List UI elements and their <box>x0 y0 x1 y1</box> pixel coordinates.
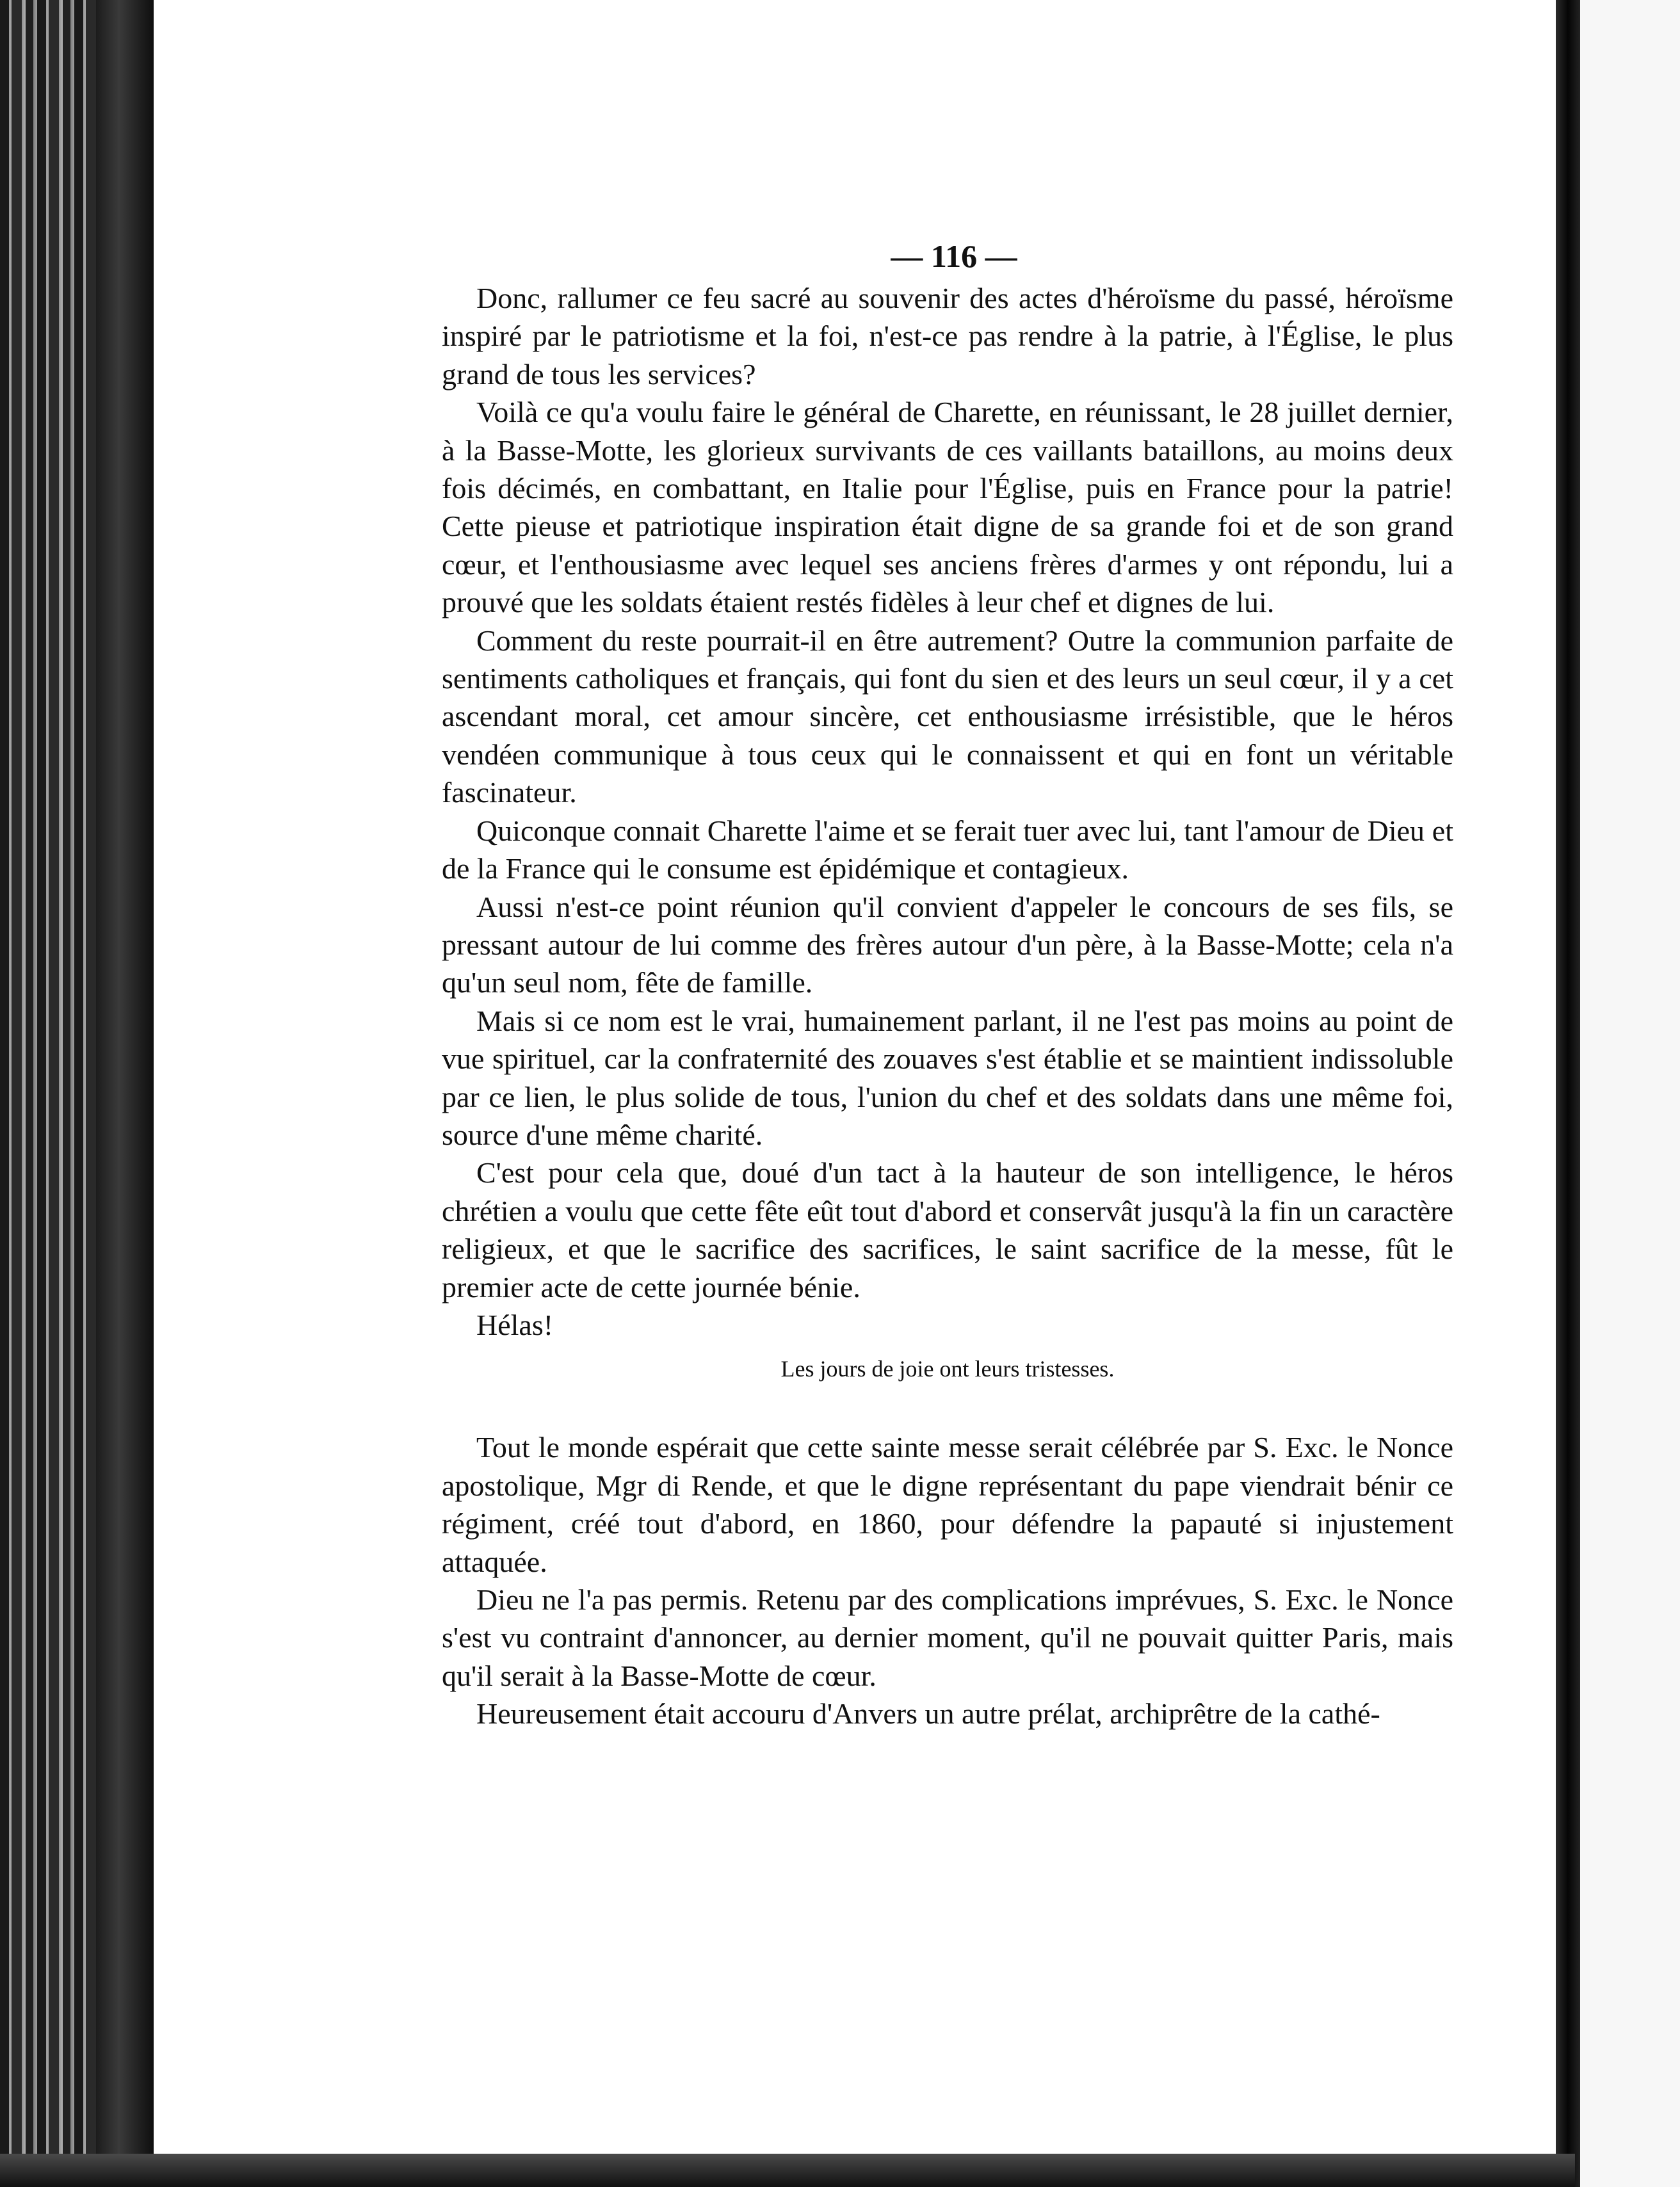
binding-shadow <box>96 0 154 2187</box>
page-number: — 116 — <box>891 238 1017 274</box>
epigraph: Les jours de joie ont leurs tristesses. <box>780 1356 1115 1382</box>
paragraph: Voilà ce qu'a voulu faire le général de Charette, en réunissant, le 28 juillet dernier, à la Basse-Motte, les glorieux survivants de ces vaillants bataillons, au moins deux fois décimés, en combattant, en Italie pour l'Église, puis en France pour la patrie! Cette pieuse et patriotique inspiration était digne de sa grande foi et de son grand cœur, et l'enthousiasme avec lequel ses anciens frères d'armes y ont répondu, lui a prouvé que les soldats étaient restés fidèles à leur chef et dignes de lui. <box>442 396 1453 619</box>
bottom-edge-shadow <box>0 2154 1575 2187</box>
paragraph: Comment du reste pourrait-il en être autrement? Outre la communion parfaite de sentiments catholiques et français, qui font du sien et des leurs un seul cœur, il y a cet ascendant moral, cet amour sincère, cet enthousiasme irrésistible, que le héros vendéen communique à tous ceux qui le connaissent et qui en font un véritable fascinateur. <box>442 624 1453 809</box>
paragraph: Heureusement était accouru d'Anvers un autre prélat, archiprêtre de la cathé- <box>476 1697 1380 1731</box>
paragraph: Hélas! <box>476 1308 554 1341</box>
paragraph: Donc, rallumer ce feu sacré au souvenir des actes d'héroïsme du passé, héroïsme inspiré par le patriotisme et la foi, n'est-ce pas rendre à la patrie, à l'Église, le plus grand de tous les services? <box>442 282 1453 391</box>
adjacent-page-sliver <box>1580 0 1680 2187</box>
paragraph: Aussi n'est-ce point réunion qu'il convient d'appeler le concours de ses fils, se pressant autour de lui comme des frères autour d'un père, à la Basse-Motte; cela n'a qu'un seul nom, fête de famille. <box>442 890 1453 999</box>
paragraph: C'est pour cela que, doué d'un tact à la hauteur de son intelligence, le héros chrétien a voulu que cette fête eût tout d'abord et conservât jusqu'à la fin un caractère religieux, et que le sacrifice des sacrifices, le saint sacrifice de la messe, fût le premier acte de cette journée bénie. <box>442 1156 1453 1303</box>
paragraph: Mais si ce nom est le vrai, humainement parlant, il ne l'est pas moins au point de vue spirituel, car la confraternité des zouaves s'est établie et se maintient indissoluble par ce lien, le plus solide de tous, l'union du chef et des soldats dans une même foi, source d'une même charité. <box>442 1004 1453 1151</box>
paragraph: Tout le monde espérait que cette sainte messe serait célébrée par S. Exc. le Nonce apostolique, Mgr di Rende, et que le digne représentant du pape viendrait bénir ce régiment, créé tout d'abord, en 1860, pour défendre la papauté si injustement attaquée. <box>442 1431 1453 1578</box>
body-text <box>442 279 1453 1733</box>
paragraph: Quiconque connait Charette l'aime et se ferait tuer avec lui, tant l'amour de Dieu et de la France qui le consume est épidémique et contagieux. <box>442 814 1453 885</box>
right-gutter <box>1556 0 1580 2187</box>
paragraph: Dieu ne l'a pas permis. Retenu par des complications imprévues, S. Exc. le Nonce s'est vu contraint d'annoncer, au dernier moment, qu'il ne pouvait quitter Paris, mais qu'il serait à la Basse-Motte de cœur. <box>442 1583 1453 1692</box>
